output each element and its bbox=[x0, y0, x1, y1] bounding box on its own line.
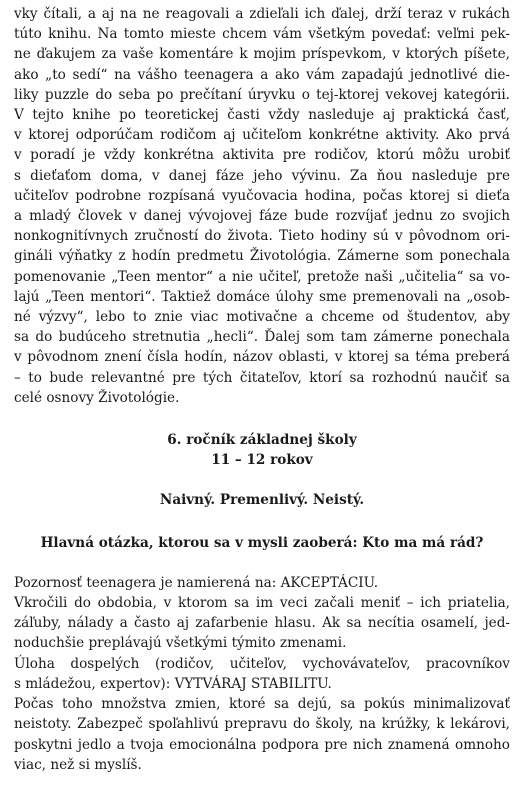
grade-heading: 6. ročník základnej školy bbox=[167, 432, 357, 449]
text-line: – to bude relevantné pre tých čitateľov, ktorí sa rozhodnú naučiť sa bbox=[14, 369, 510, 386]
text-line: Vkročili do obdobia, v ktorom sa im veci začali meniť – ich priatelia, bbox=[14, 595, 510, 612]
text-line: né výzvy“, lebo to znie viac motivačne a chceme od študentov, aby bbox=[14, 309, 510, 326]
text-line: túto knihu. Na tomto mieste chcem vám všetkým povedať: veľmi pek- bbox=[14, 26, 510, 43]
traits-heading: Naivný. Premenlivý. Neistý. bbox=[159, 492, 365, 509]
text-line: v pôvodnom znení čísla hodín, názov oblasti, v ktorej sa téma preberá bbox=[14, 349, 510, 366]
text-line: pomenovanie „Teen mentor“ a nie učiteľ, pretože naši „učitelia“ sa vo- bbox=[14, 268, 510, 285]
text-line: Počas toho množstva zmien, ktoré sa dejú, sa pokús minimalizovať bbox=[14, 696, 510, 713]
text-line: liky puzzle do seba po prečítaní úryvku o tej-ktorej vekovej kategórii. bbox=[14, 86, 510, 103]
text-line: Úloha dospelých (rodičov, učiteľov, vychovávateľov, pracovníkov bbox=[14, 655, 510, 672]
text-line: gináli výňatky z hodín predmetu Životológia. Zámerne som ponechala bbox=[14, 248, 510, 265]
intro-paragraph bbox=[14, 4, 510, 408]
text-line: Pozornosť teenagera je namierená na: AKCEPTÁCIU. bbox=[14, 574, 379, 591]
text-line: záľuby, nálady a často aj zafarbenie hlasu. Ak sa necítia osamelí, jed- bbox=[14, 615, 510, 632]
text-line: lajú „Teen mentori“. Taktiež domáce úlohy sme premenovali na „osob- bbox=[14, 288, 510, 305]
text-line: ne ďakujem za vaše komentáre k mojim príspevkom, v ktorých píšete, bbox=[14, 46, 510, 63]
text-line: viac, než si myslíš. bbox=[14, 756, 142, 773]
text-line: s dieťaťom doma, v danej fáze jeho vývinu. Za ňou nasleduje pre bbox=[14, 167, 510, 184]
text-line: učiteľov podrobne rozpísaná vyučovacia hodina, počas ktorej si dieťa bbox=[14, 187, 510, 204]
text-line: neistoty. Zabezpeč spoľahlivú prepravu do školy, na krúžky, k lekárovi, bbox=[14, 716, 510, 733]
text-line: v ktorej odporúčam rodičom aj učiteľom konkrétne aktivity. Ako prvá bbox=[14, 127, 510, 144]
text-line: ako „to sedí“ na vášho teenagera a ako vám zapadajú jednotlivé die- bbox=[14, 66, 510, 83]
teen-focus-section bbox=[14, 573, 510, 775]
text-line: s mládežou, expertov): VYTVÁRAJ STABILITU. bbox=[14, 675, 332, 692]
text-line: sa do budúceho stretnutia „hecli“. Ďalej som tam zámerne ponechala bbox=[14, 329, 510, 346]
text-line: noduchšie preplávajú všetkými týmito zmenami. bbox=[14, 635, 347, 652]
main-question-heading: Hlavná otázka, ktorou sa v mysli zaoberá: Kto ma má rád? bbox=[40, 534, 484, 551]
text-line: a mladý človek v danej vývojovej fáze bude rozvíjať jednu zo svojich bbox=[14, 208, 510, 225]
text-line: poskytni jedlo a tvoja emocionálna podpora pre nich znamená omnoho bbox=[14, 736, 510, 753]
text-line: nonkognitívnych zručností do života. Tieto hodiny sú v pôvodnom ori- bbox=[14, 228, 510, 245]
text-line: V tejto knihe po teoretickej časti vždy nasleduje aj praktická časť, bbox=[14, 107, 510, 124]
text-line: v poradí je vždy konkrétna aktivita pre rodičov, ktorú môžu urobiť bbox=[14, 147, 510, 164]
age-heading: 11 – 12 rokov bbox=[211, 452, 313, 469]
text-line: celé osnovy Životológie. bbox=[14, 389, 180, 406]
text-line: vky čítali, a aj na ne reagovali a zdieľali ich ďalej, drží teraz v rukách bbox=[14, 6, 510, 22]
